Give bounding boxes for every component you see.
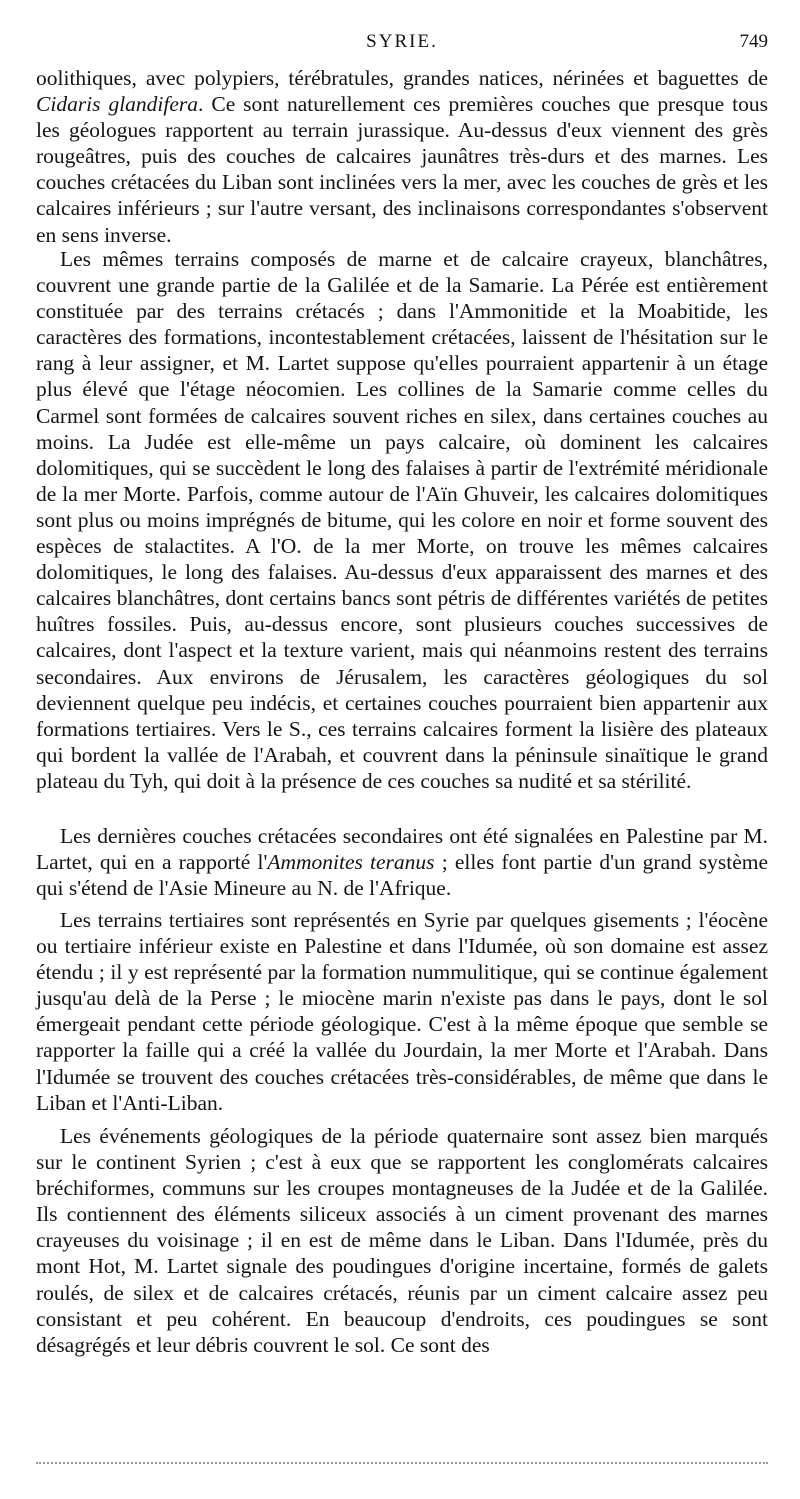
text-run: oolithiques, avec polypiers, térébratules, grandes natices, nérinées et baguettes de (36, 66, 768, 90)
text-run: Les terrains tertiaires sont représentés en Syrie par quelques gisements ; l'éocène ou tertiaire inférieur existe en Palestine et dans l'Idumée, où son domaine est assez étendu ; il y est représenté par la formation nummulitique, qui se continue également jusqu'au delà de la Perse ; le miocène marin n'existe pas dans le pays, dont le sol émergeait pendant cette période géologique. C'est à la même époque que semble se rapporter la faille qui a créé la vallée du Jourdain, la mer Morte et l'Arabah. Dans l'Idumée se trouvent des couches crétacées très-considérables, de même que dans le Liban et l'Anti-Liban. (36, 908, 768, 1115)
italic-run: Cidaris glandifera (36, 92, 199, 117)
footer-rule (36, 1462, 768, 1464)
page-number: 749 (739, 31, 768, 52)
text-run: ; elles font partie d'un grand système qui s'étend de l'Asie Mineure au N. de l'Afrique. (36, 850, 769, 901)
text-run: Les événements géologiques de la période quaternaire sont assez bien marqués sur le continent Syrien ; c'est à eux que se rapportent les conglomérats calcaires bréchiformes, communs sur les croupes montagneuses de la Judée et de la Galilée. Ils contiennent des éléments siliceux associés à un ciment provenant des marnes crayeuses du voisinage ; il en est de même dans le Liban. Dans l'Idumée, près du mont Hot, M. Lartet signale des poudingues d'origine incertaine, formés de galets roulés, de silex et de calcaires crétacés, réunis par un ciment calcaire assez peu consistant et peu cohérent. En beaucoup d'endroits, ces poudingues se sont désagrégés et leur débris couvrent le sol. Ce sont des (36, 1124, 768, 1357)
paragraph-3 (36, 823, 768, 901)
italic-run: Ammonites teranus (267, 850, 435, 875)
running-title: SYRIE. (366, 31, 438, 52)
text-run: . Ce sont naturellement ces premières couches que presque tous les géologues rapportent au terrain jurassique. Au-dessus d'eux viennent des grès rougeâtres, puis des couches de calcaires jaunâtres très-durs et des marnes. Les couches crétacées du Liban sont inclinées vers la mer, avec les couches de grès et les calcaires inférieurs ; sur l'autre versant, des inclinaisons correspondantes s'observent en sens inverse. (36, 92, 768, 247)
text-run: Les dernières couches crétacées secondaires ont été signalées en Palestine par M. Lartet, qui en a rapporté l' (36, 824, 768, 875)
paragraph-2 (36, 246, 768, 794)
page-header (36, 31, 768, 57)
paragraph-5 (36, 1123, 768, 1358)
text-run: Les mêmes terrains composés de marne et de calcaire crayeux, blanchâtres, couvrent une grande partie de la Galilée et de la Samarie. La Pérée est entièrement constituée par des terrains crétacés ; dans l'Ammonitide et la Moabitide, les caractères des formations, incontestablement crétacées, laissent de l'hésitation sur le rang à leur assigner, et M. Lartet suppose qu'elles pourraient appartenir à un étage plus élevé que l'étage néocomien. Les collines de la Samarie comme celles du Carmel sont formées de calcaires souvent riches en silex, dans certaines couches au moins. La Judée est elle-même un pays calcaire, où dominent les calcaires dolomitiques, qui se succèdent le long des falaises à partir de l'extrémité méridionale de la mer Morte. Parfois, comme autour de l'Aïn Ghuveir, les calcaires dolomitiques sont plus ou moins imprégnés de bitume, qui les colore en noir et forme souvent des espèces de stalactites. A l'O. de la mer Morte, on trouve les mêmes calcaires dolomitiques, le long des falaises. Au-dessus d'eux apparaissent des marnes et des calcaires blanchâtres, dont certains bancs sont pétris de différentes variétés de petites huîtres fossiles. Puis, au-dessus encore, sont plusieurs couches successives de calcaires, dont l'aspect et la texture varient, mais qui néanmoins restent des terrains secondaires. Aux environs de Jérusalem, les caractères géologiques du sol deviennent quelque peu indécis, et certaines couches pourraient bien appartenir aux formations tertiaires. Vers le S., ces terrains calcaires forment la lisière des plateaux qui bordent la vallée de l'Arabah, et couvrent dans la péninsule sinaïtique le grand plateau du Tyh, qui doit à la présence de ces couches sa nudité et sa stérilité. (36, 247, 768, 793)
paragraph-1 (36, 65, 768, 248)
paragraph-4 (36, 907, 768, 1116)
